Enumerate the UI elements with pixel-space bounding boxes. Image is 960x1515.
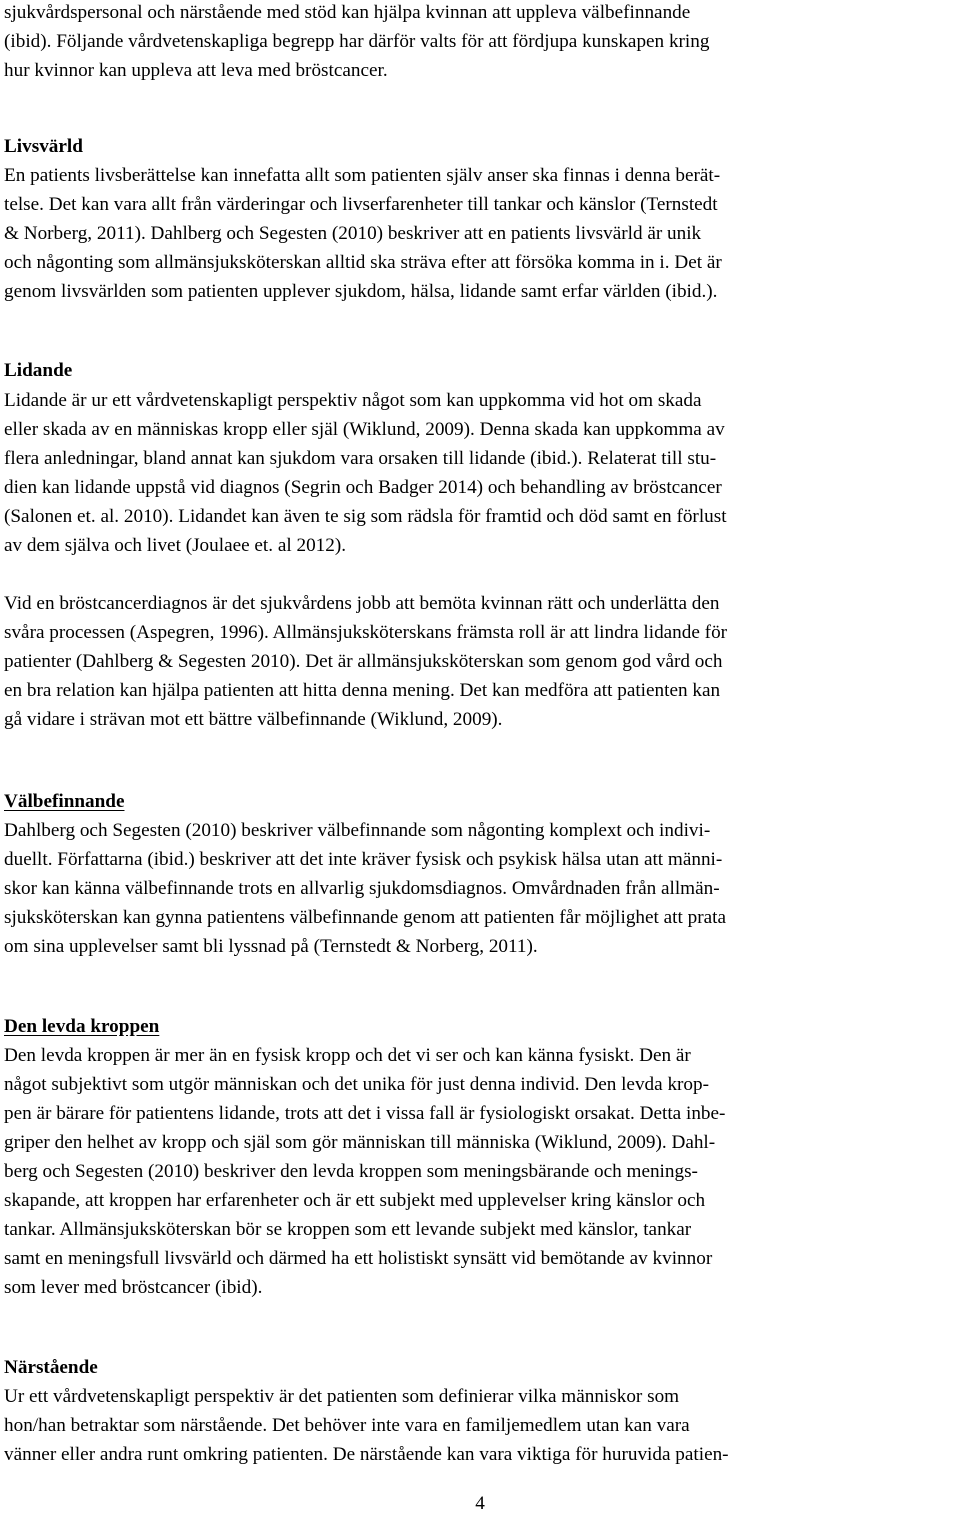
paragraph-line: & Norberg, 2011). Dahlberg och Segesten (2010) beskriver att en patients livsvärld är unik <box>4 223 702 244</box>
paragraph-line: tankar. Allmänsjuksköterskan bör se kroppen som ett levande subjekt med känslor, tankar <box>4 1219 692 1240</box>
paragraph-line: hon/han betraktar som närstående. Det behöver inte vara en familjemedlem utan kan vara <box>4 1415 690 1436</box>
paragraph-line: flera anledningar, bland annat kan sjukdom vara orsaken till lidande (ibid.). Relaterat till stu- <box>4 448 717 469</box>
paragraph-line: något subjektivt som utgör människan och det unika för just denna individ. Den levda krop- <box>4 1074 710 1095</box>
intro-line: sjukvårdspersonal och närstående med stöd kan hjälpa kvinnan att uppleva välbefinnande <box>4 2 691 23</box>
paragraph-line: Vid en bröstcancerdiagnos är det sjukvårdens jobb att bemöta kvinnan rätt och underlätta den <box>4 593 720 614</box>
paragraph-line: gå vidare i strävan mot ett bättre välbefinnande (Wiklund, 2009). <box>4 709 503 730</box>
paragraph-line: telse. Det kan vara allt från värderingar och livserfarenheter till tankar och känslor (Ternstedt <box>4 194 718 215</box>
paragraph-line: sjuksköterskan kan gynna patientens välbefinnande genom att patienten får möjlighet att prata <box>4 907 726 928</box>
intro-line: hur kvinnor kan uppleva att leva med bröstcancer. <box>4 60 388 81</box>
paragraph-line: skapande, att kroppen har erfarenheter och är ett subjekt med upplevelser kring känslor och <box>4 1190 706 1211</box>
intro-line: (ibid). Följande vårdvetenskapliga begrepp har därför valts för att fördjupa kunskapen kring <box>4 31 710 52</box>
paragraph-line: skor kan känna välbefinnande trots en allvarlig sjukdomsdiagnos. Omvårdnaden från allmän- <box>4 878 720 899</box>
paragraph-line: duellt. Författarna (ibid.) beskriver att det inte kräver fysisk och psykisk hälsa utan att männi- <box>4 849 723 870</box>
section-heading-lidande: Lidande <box>4 360 73 381</box>
section-heading-valbefinnande: Välbefinnande <box>4 791 125 812</box>
paragraph-line: eller skada av en människas kropp eller själ (Wiklund, 2009). Denna skada kan uppkomma av <box>4 419 725 440</box>
paragraph-line: Dahlberg och Segesten (2010) beskriver välbefinnande som någonting komplext och indivi- <box>4 820 711 841</box>
section-heading-narstaende: Närstående <box>4 1357 98 1378</box>
paragraph-line: Den levda kroppen är mer än en fysisk kropp och det vi ser och kan känna fysiskt. Den är <box>4 1045 691 1066</box>
paragraph-line: En patients livsberättelse kan innefatta allt som patienten själv anser ska finnas i denna berät- <box>4 165 721 186</box>
section-heading-livsvarld: Livsvärld <box>4 136 83 157</box>
paragraph-line: Lidande är ur ett vårdvetenskapligt perspektiv något som kan uppkomma vid hot om skada <box>4 390 702 411</box>
paragraph-line: pen är bärare för patientens lidande, trots att det i vissa fall är fysiologiskt orsakat. Detta inbe- <box>4 1103 726 1124</box>
paragraph-line: genom livsvärlden som patienten upplever sjukdom, hälsa, lidande samt erfar världen (ibid.). <box>4 281 718 302</box>
paragraph-line: som lever med bröstcancer (ibid). <box>4 1277 263 1298</box>
paragraph-line: en bra relation kan hjälpa patienten att hitta denna mening. Det kan medföra att patienten kan <box>4 680 721 701</box>
paragraph-line: griper den helhet av kropp och själ som gör människan till människa (Wiklund, 2009). Dahl- <box>4 1132 716 1153</box>
paragraph-line: av dem själva och livet (Joulaee et. al 2012). <box>4 535 347 556</box>
page-number: 4 <box>475 1493 485 1514</box>
paragraph-line: (Salonen et. al. 2010). Lidandet kan även te sig som rädsla för framtid och död samt en förlust <box>4 506 727 527</box>
paragraph-line: Ur ett vårdvetenskapligt perspektiv är det patienten som definierar vilka människor som <box>4 1386 680 1407</box>
paragraph-line: dien kan lidande uppstå vid diagnos (Segrin och Badger 2014) och behandling av bröstcancer <box>4 477 722 498</box>
section-heading-den-levda-kroppen: Den levda kroppen <box>4 1016 160 1037</box>
paragraph-line: vänner eller andra runt omkring patienten. De närstående kan vara viktiga för huruvida patien- <box>4 1444 729 1465</box>
paragraph-line: samt en meningsfull livsvärld och därmed ha ett holistiskt synsätt vid bemötande av kvinnor <box>4 1248 713 1269</box>
paragraph-line: svåra processen (Aspegren, 1996). Allmänsjuksköterskans främsta roll är att lindra lidande för <box>4 622 728 643</box>
paragraph-line: berg och Segesten (2010) beskriver den levda kroppen som meningsbärande och menings- <box>4 1161 698 1182</box>
paragraph-line: patienter (Dahlberg & Segesten 2010). Det är allmänsjuksköterskan som genom god vård och <box>4 651 723 672</box>
paragraph-line: om sina upplevelser samt bli lyssnad på (Ternstedt & Norberg, 2011). <box>4 936 538 957</box>
paragraph-line: och någonting som allmänsjuksköterskan alltid ska sträva efter att försöka komma in i. Det är <box>4 252 722 273</box>
